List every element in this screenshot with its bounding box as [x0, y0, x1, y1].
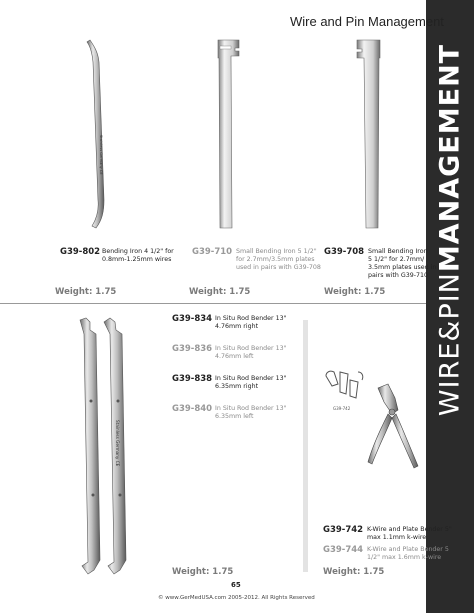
desc-line: pairs with G39-710: [368, 272, 429, 279]
weight-rod-benders: Weight: 1.75: [172, 567, 234, 577]
desc-line: Small Bending Iron 5 1/2": [236, 248, 317, 255]
product-code-g39-742: G39-742: [323, 525, 364, 535]
product-code-g39-838: G39-838: [172, 374, 213, 384]
desc-line: 5 1/2" for 2.7mm/: [368, 256, 425, 263]
product-code-g39-708: G39-708: [324, 247, 365, 257]
product-desc-g39-744: [367, 546, 449, 562]
desc-line: 0.8mm-1.25mm wires: [102, 256, 172, 263]
product-desc-g39-710: [236, 248, 321, 272]
product-code-g39-836: G39-836: [172, 344, 213, 354]
desc-line: for 2.7mm/3.5mm plates: [236, 256, 315, 263]
product-code-g39-834: G39-834: [172, 314, 213, 324]
desc-line: max 1.1mm k-wire: [367, 534, 427, 541]
desc-line: 1/2" max 1.6mm k-wire: [367, 554, 442, 561]
in-situ-rod-benders-image: [80, 318, 126, 574]
desc-line: 4.76mm right: [215, 323, 259, 330]
desc-line: In Situ Rod Bender 13": [215, 375, 287, 382]
product-code-g39-840: G39-840: [172, 404, 213, 414]
section-sidebar: [426, 0, 474, 613]
inset-figure-label: G39-742: [333, 406, 351, 411]
desc-line: K-Wire and Plate Bender 5: [367, 546, 449, 553]
sidebar-label-bold: MANAGEMENT: [434, 43, 466, 273]
weight-g39-710: Weight: 1.75: [189, 287, 251, 297]
weight-g39-802: Weight: 1.75: [55, 287, 117, 297]
desc-line: used in pairs with G39-708: [236, 264, 321, 271]
bending-iron-g39-710-image: [218, 40, 239, 228]
sidebar-section-label: [435, 44, 466, 416]
product-code-g39-710: G39-710: [192, 247, 233, 257]
desc-line: In Situ Rod Bender 13": [215, 405, 287, 412]
g39-802-engraving: Stainless Germany CE: [99, 135, 103, 175]
column-divider: [303, 320, 308, 572]
page-number: 65: [231, 581, 241, 589]
product-desc-g39-840: [215, 405, 287, 421]
weight-k-wire-benders: Weight: 1.75: [323, 567, 385, 577]
product-desc-g39-708: [368, 248, 436, 280]
desc-line: In Situ Rod Bender 13": [215, 345, 287, 352]
product-desc-g39-838: [215, 375, 287, 391]
desc-line: K-Wire and Plate Bender 5": [367, 526, 452, 533]
sidebar-label-light: WIRE&PIN: [434, 272, 466, 417]
weight-g39-708: Weight: 1.75: [324, 287, 386, 297]
product-code-g39-744: G39-744: [323, 545, 364, 555]
rod-bender-engraving: Stainless Germany CE: [115, 420, 120, 467]
desc-line: 6.35mm right: [215, 383, 259, 390]
bending-iron-g39-708-image: [357, 40, 380, 228]
desc-line: 3.5mm plates used in: [368, 264, 437, 271]
product-desc-g39-836: [215, 345, 287, 361]
section-divider: [0, 303, 426, 304]
k-wire-plate-bender-image: [326, 371, 418, 468]
desc-line: 6.35mm left: [215, 413, 254, 420]
desc-line: 4.76mm left: [215, 353, 254, 360]
desc-line: Bending Iron 4 1/2" for: [102, 248, 174, 255]
product-desc-g39-742: [367, 526, 452, 542]
product-desc-g39-834: [215, 315, 287, 331]
product-code-g39-802: G39-802: [60, 247, 101, 257]
page-title: Wire and Pin Management: [290, 14, 444, 29]
desc-line: Small Bending Iron: [368, 248, 428, 255]
product-desc-g39-802: [102, 248, 174, 264]
desc-line: In Situ Rod Bender 13": [215, 315, 287, 322]
copyright-footer: © www.GerMedUSA.com 2005-2012. All Rights Reserved: [158, 595, 315, 601]
bending-iron-g39-802-image: [87, 40, 104, 228]
